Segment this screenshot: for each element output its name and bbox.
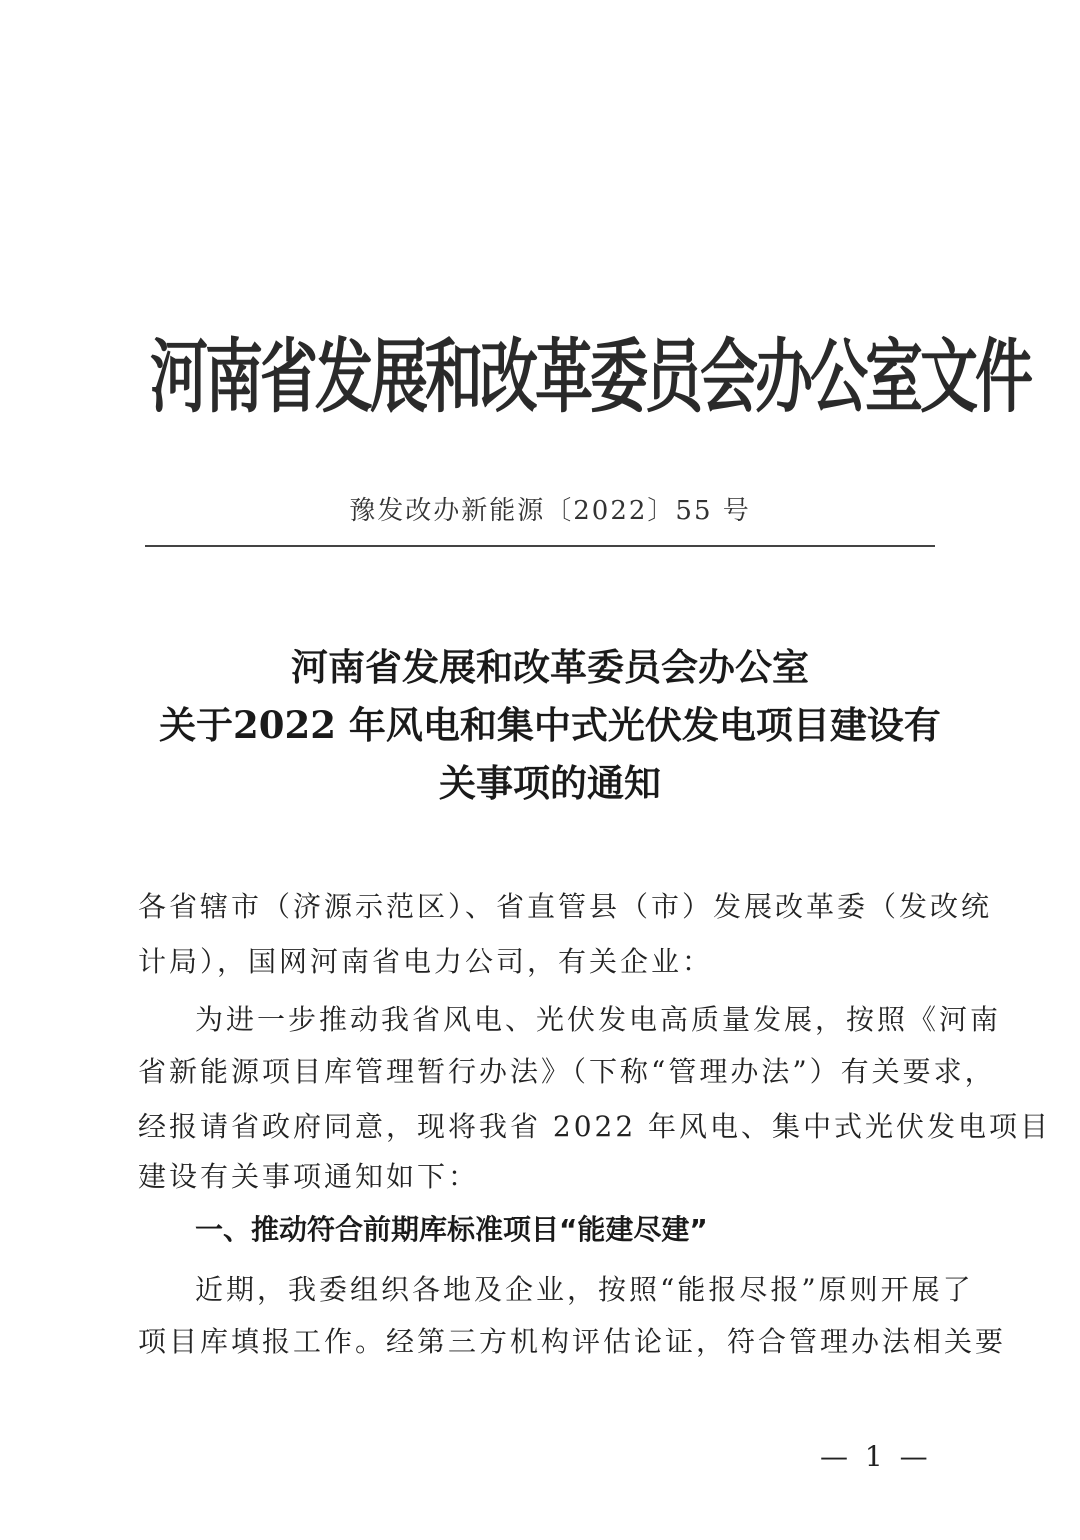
address-line-1: 各省辖市（济源示范区）、省直管县（市）发展改革委（发改统 (138, 890, 993, 923)
paragraph-1-line-2: 省新能源项目库管理暂行办法》（下称“管理办法”）有关要求， (138, 1055, 996, 1088)
address-line-2: 计局），国网河南省电力公司，有关企业： (138, 945, 714, 978)
paragraph-1-line-4: 建设有关事项通知如下： (138, 1160, 480, 1193)
paragraph-1-line-3: 经报请省政府同意，现将我省 2022 年风电、集中式光伏发电项目 (138, 1110, 1052, 1143)
notice-title-line-2: 关于2022 年风电和集中式光伏发电项目建设有 (159, 703, 941, 747)
notice-title (130, 638, 970, 812)
document-header-title: 河南省发展和改革委员会办公室文件 (150, 329, 1031, 424)
page-number: — 1 — (820, 1440, 932, 1473)
paragraph-2-line-2: 项目库填报工作。经第三方机构评估论证，符合管理办法相关要 (138, 1325, 1007, 1358)
document-number: 豫发改办新能源〔2022〕55 号 (349, 496, 751, 526)
paragraph-2-line-1: 近期，我委组织各地及企业，按照“能报尽报”原则开展了 (195, 1273, 974, 1306)
notice-title-line-1: 河南省发展和改革委员会办公室 (291, 645, 809, 689)
section-heading-1: 一、推动符合前期库标准项目“能建尽建” (195, 1213, 708, 1246)
header-divider (145, 545, 935, 547)
notice-title-line-3: 关事项的通知 (439, 761, 661, 805)
paragraph-1-line-1: 为进一步推动我省风电、光伏发电高质量发展，按照《河南 (195, 1003, 1002, 1036)
